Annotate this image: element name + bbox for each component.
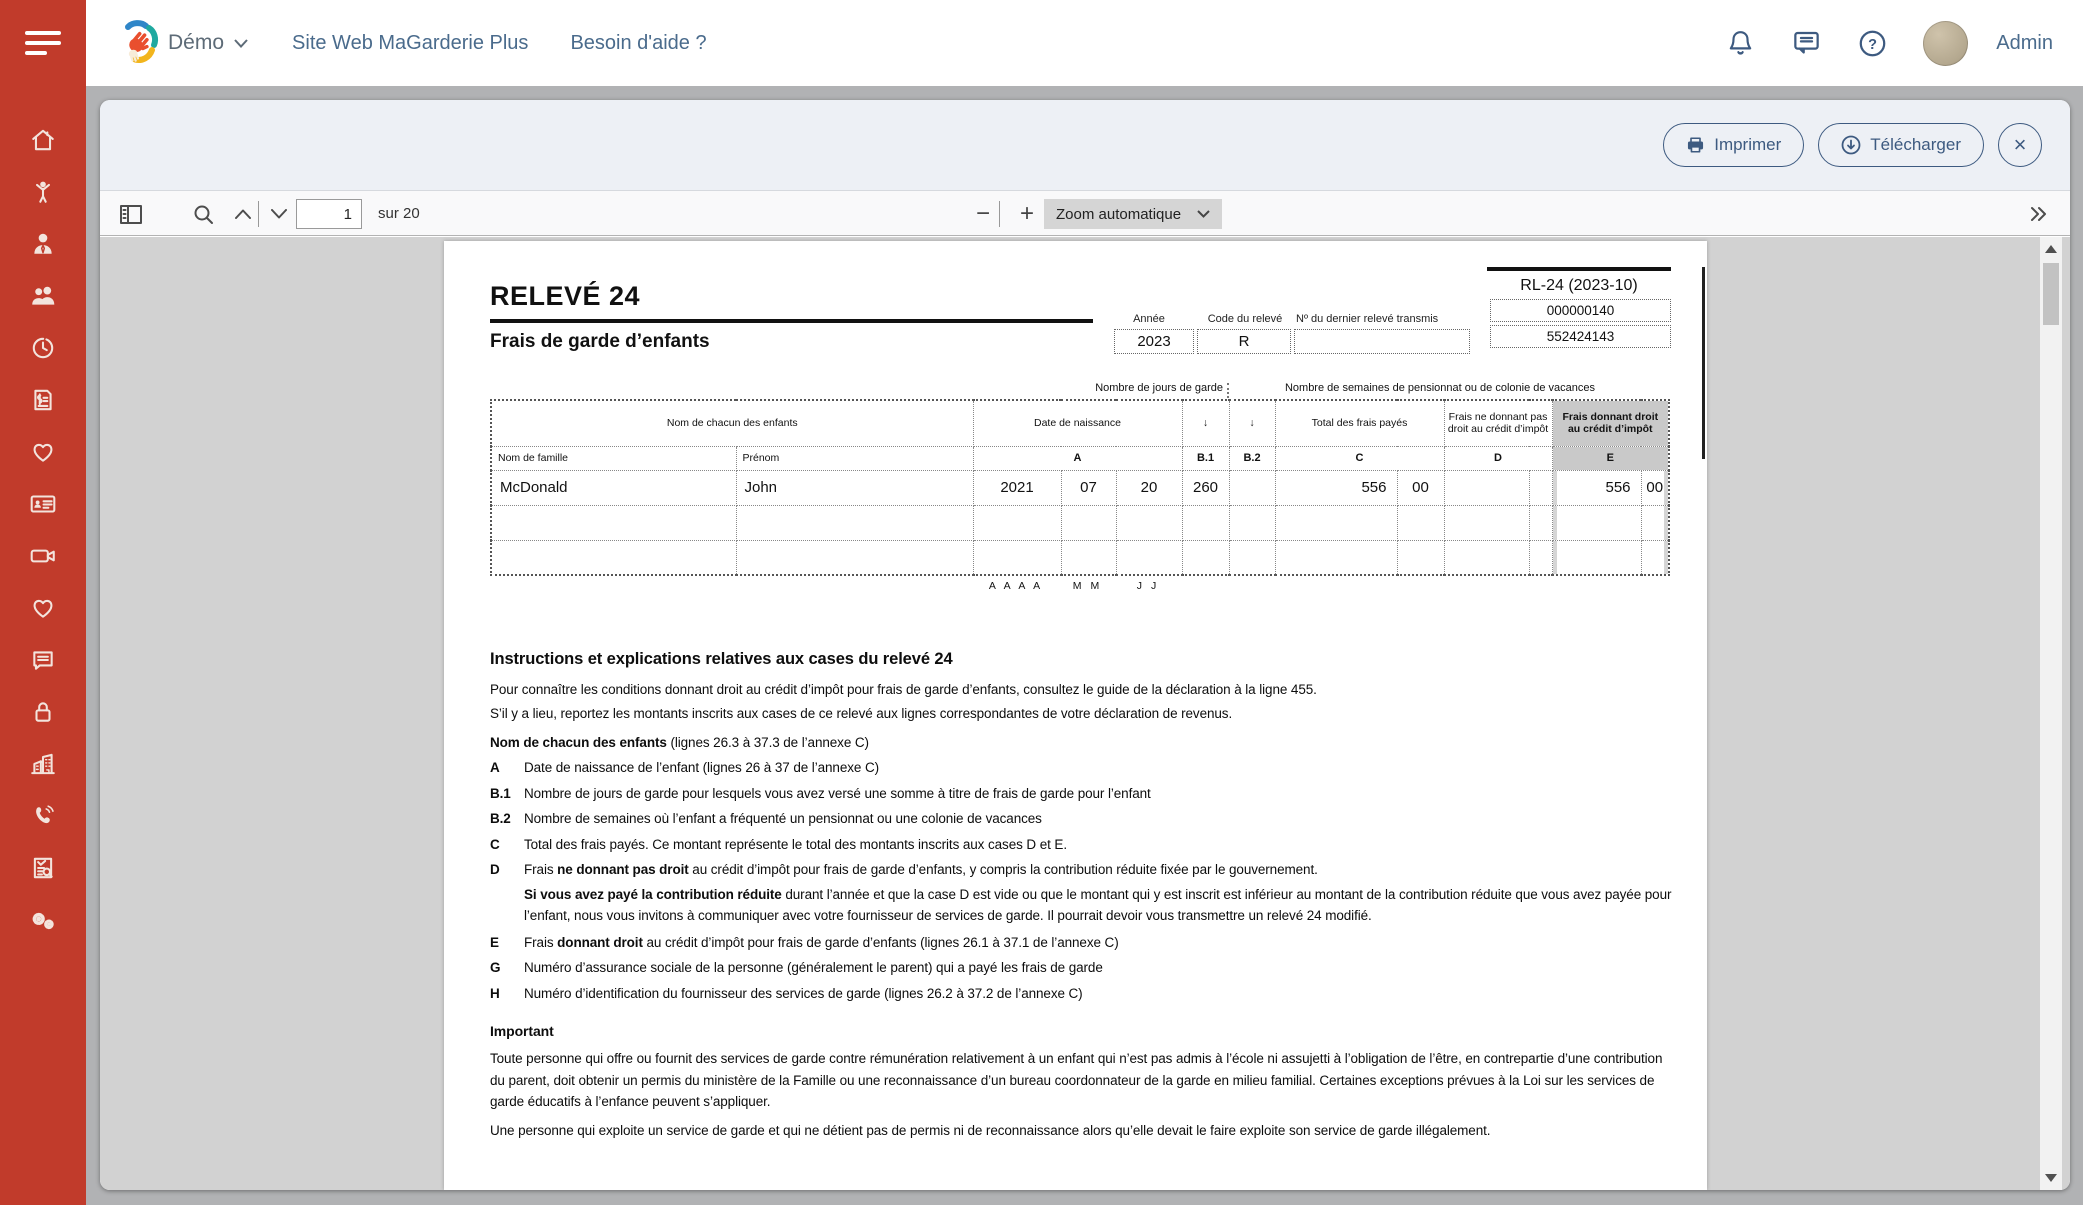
col-e: E bbox=[1552, 446, 1669, 470]
nav-site-web[interactable]: Site Web MaGarderie Plus bbox=[292, 31, 529, 54]
instructions-section bbox=[490, 647, 1672, 1141]
releve-number-1: 000000140 bbox=[1490, 299, 1671, 322]
cell-famille: McDonald bbox=[491, 470, 736, 505]
group-divider bbox=[1227, 383, 1229, 398]
cell-c-cents: 00 bbox=[1397, 470, 1444, 505]
pdf-page bbox=[444, 241, 1707, 1190]
gears-icon bbox=[28, 907, 58, 933]
sidebar-item-staff[interactable] bbox=[26, 231, 60, 257]
table-row-empty bbox=[491, 540, 1669, 575]
col-a: A bbox=[973, 446, 1182, 470]
sidebar-item-camera[interactable] bbox=[26, 543, 60, 569]
zoom-select[interactable] bbox=[1044, 199, 1222, 229]
scroll-up-icon[interactable] bbox=[2045, 245, 2057, 253]
video-camera-icon bbox=[29, 543, 57, 569]
plus-icon: + bbox=[1019, 200, 1034, 227]
col-b2: B.2 bbox=[1229, 446, 1275, 470]
arrow-b2-icon: ↓ bbox=[1229, 400, 1275, 446]
code-releve-value: R bbox=[1197, 329, 1291, 354]
col-total-frais: Total des frais payés bbox=[1275, 400, 1444, 446]
download-icon bbox=[1841, 135, 1861, 155]
double-chevron-icon bbox=[2029, 206, 2049, 222]
col-enfants: Nom de chacun des enfants bbox=[491, 400, 973, 446]
scroll-down-icon[interactable] bbox=[2045, 1174, 2057, 1182]
topbar-right bbox=[1725, 21, 2053, 66]
cell-prenom: John bbox=[736, 470, 973, 505]
cell-aaaa: 2021 bbox=[973, 470, 1061, 505]
instruction-item-c: C Total des frais payés. Ce montant représente le total des montants inscrits aux cases D et E. bbox=[490, 836, 1067, 852]
instruction-item-h: H Numéro d’identification du fournisseur des services de garde (lignes 26.2 à 37.2 de l’annexe C) bbox=[490, 985, 1083, 1001]
find-button[interactable] bbox=[188, 199, 218, 229]
sidebar bbox=[0, 0, 86, 1205]
sidebar-item-health[interactable] bbox=[26, 439, 60, 465]
chevron-down-icon bbox=[1197, 210, 1210, 218]
invoice-icon bbox=[30, 387, 56, 413]
important-title: Important bbox=[490, 1023, 554, 1039]
page-count-label: sur 20 bbox=[378, 205, 420, 222]
svg-text:?: ? bbox=[1867, 36, 1877, 53]
chevron-down-icon bbox=[234, 39, 248, 48]
instruction-item-g: G Numéro d’assurance sociale de la personne (généralement le parent) qui a payé les frais de garde bbox=[490, 960, 1103, 975]
table-row bbox=[491, 470, 1669, 505]
id-card-icon bbox=[29, 491, 57, 517]
chevron-up-icon bbox=[235, 209, 251, 219]
col-nom-famille: Nom de famille bbox=[491, 446, 736, 470]
avatar[interactable] bbox=[1923, 21, 1968, 66]
dernier-releve-label: Nº du dernier relevé transmis bbox=[1296, 313, 1439, 325]
sidebar-item-settings[interactable] bbox=[26, 907, 60, 933]
col-b1: B.1 bbox=[1182, 446, 1229, 470]
instruction-item-d: D Frais ne donnant pas droit au crédit d’impôt pour frais de garde d’enfants, y compris la contribution réduite fixée par le gouvernement. bbox=[490, 862, 1318, 877]
next-page-button[interactable] bbox=[264, 199, 294, 229]
group-semaines-label: Nombre de semaines de pensionnat ou de colonie de vacances bbox=[1284, 382, 1596, 394]
form-subtitle: Frais de garde d’enfants bbox=[490, 331, 710, 352]
chat-bubble-icon bbox=[1792, 29, 1821, 57]
date-format-year: A A A A bbox=[988, 580, 1044, 592]
sidebar-item-reports[interactable] bbox=[26, 855, 60, 881]
instructions-p1: Pour connaître les conditions donnant droit au crédit d’impôt pour frais de garde d’enfants, consultez le guide de la déclaration à la ligne 455. bbox=[490, 682, 1317, 697]
date-format-month: M M bbox=[1072, 580, 1103, 592]
instructions-p2: S’il y a lieu, reportez les montants inscrits aux cases de ce relevé aux lignes correspondantes de votre déclaration de revenus. bbox=[490, 706, 1233, 721]
sidebar-item-messages[interactable] bbox=[26, 647, 60, 673]
instructions-title: Instructions et explications relatives aux cases du relevé 24 bbox=[490, 650, 953, 668]
col-date-naissance: Date de naissance bbox=[973, 400, 1182, 446]
chat-icon bbox=[30, 647, 56, 673]
cell-mm: 07 bbox=[1061, 470, 1116, 505]
cell-d-cents bbox=[1529, 470, 1552, 505]
sidebar-item-schedule[interactable] bbox=[26, 335, 60, 361]
zoom-out-button[interactable] bbox=[968, 199, 998, 229]
print-button[interactable] bbox=[1663, 123, 1804, 167]
magarderie-logo bbox=[114, 19, 162, 67]
cell-jj: 20 bbox=[1116, 470, 1182, 505]
hamburger-icon bbox=[25, 31, 61, 55]
pdf-sidebar-icon bbox=[120, 205, 142, 224]
report-search-icon bbox=[30, 855, 56, 881]
minus-icon: − bbox=[975, 200, 990, 227]
zoom-value: Zoom automatique bbox=[1056, 205, 1182, 223]
sidebar-nav bbox=[0, 127, 86, 933]
rl-top-bar bbox=[1487, 267, 1671, 271]
previous-page-button[interactable] bbox=[228, 199, 258, 229]
releve-number-2: 552424143 bbox=[1490, 325, 1671, 348]
content-area bbox=[86, 86, 2083, 1205]
people-icon bbox=[29, 283, 57, 309]
sidebar-item-home[interactable] bbox=[26, 127, 60, 153]
section-nom-enfants: Nom de chacun des enfants (lignes 26.3 à 37.3 de l’annexe C) bbox=[490, 735, 869, 750]
arrow-b1-icon: ↓ bbox=[1182, 400, 1229, 446]
printer-icon bbox=[1686, 136, 1705, 154]
instruction-item-b2: B.2 Nombre de semaines où l’enfant a fréquenté un pensionnat ou une colonie de vacances bbox=[490, 811, 1042, 826]
rl-right-edge bbox=[1702, 267, 1705, 459]
download-label: Télécharger bbox=[1870, 135, 1961, 154]
help-button[interactable] bbox=[1857, 28, 1887, 58]
table-row-empty bbox=[491, 505, 1669, 540]
sidebar-item-security[interactable] bbox=[26, 699, 60, 725]
heart-icon bbox=[29, 439, 57, 465]
toggle-sidebar-button[interactable] bbox=[116, 199, 146, 229]
instruction-item-b1: B.1 Nombre de jours de garde pour lesquels vous avez versé une somme à titre de frais de garde pour l’enfant bbox=[490, 785, 1151, 801]
rl-code: RL-24 (2023-10) bbox=[1520, 277, 1638, 294]
sidebar-item-wellness[interactable] bbox=[26, 595, 60, 621]
topbar-nav bbox=[292, 32, 707, 55]
print-label: Imprimer bbox=[1714, 135, 1782, 154]
cell-d-dollars bbox=[1444, 470, 1529, 505]
lock-icon bbox=[30, 699, 56, 725]
col-c: C bbox=[1275, 446, 1444, 470]
clock-icon bbox=[30, 335, 56, 361]
home-icon bbox=[30, 127, 56, 153]
menu-toggle-button[interactable] bbox=[0, 0, 86, 86]
nav-help[interactable]: Besoin d'aide ? bbox=[570, 31, 707, 54]
zoom-in-button[interactable] bbox=[1012, 199, 1042, 229]
toolbar-divider bbox=[999, 201, 1000, 227]
sidebar-item-contacts[interactable] bbox=[26, 491, 60, 517]
cell-b1: 260 bbox=[1182, 470, 1229, 505]
messages-button[interactable] bbox=[1791, 28, 1821, 58]
viewer-header bbox=[100, 100, 2070, 190]
frais-garde-table bbox=[490, 399, 1670, 576]
document-viewer-modal bbox=[100, 100, 2070, 1190]
important-p1: Toute personne qui offre ou fournit des services de garde contre rémunération relativement à un enfant qui n’est pas admis à l’école ni assujetti à l’obligation de l’être, en contrepartie d’une contribution du parent, doit obtenir un permis du ministère de la Famille ou une reconnaissance d’un bureau coordonnateur de la garde en milieu familial. Certaines exceptions prévues à la Loi sur les services de garde éducatifs à l’enfance peuvent s’appliquer. bbox=[490, 1051, 1663, 1109]
col-frais-ne-donnant: Frais ne donnant pas droit au crédit d’impôt bbox=[1444, 400, 1552, 446]
educator-icon bbox=[30, 231, 56, 257]
cell-e-dollars: 556 bbox=[1552, 470, 1641, 505]
important-p2: Une personne qui exploite un service de garde et qui ne détient pas de permis ni de reconnaissance alors qu’elle devait le faire exploite son service de garde illégalement. bbox=[490, 1122, 1491, 1138]
instruction-item-d-note: Si vous avez payé la contribution réduite durant l’année et que la case D est vide ou que le montant qui y est inscrit est inférieur au montant de la contribution réduite que vous avez payée pour l’enfant, nous vous invitons à communiquer avec votre fournisseur de services de garde. Il pourrait devoir vous transmettre un relevé 24 modifié. bbox=[524, 886, 1672, 923]
toolbar-divider bbox=[258, 201, 259, 227]
annee-label: Année bbox=[1133, 313, 1165, 325]
col-frais-donnant: Frais donnant droit au crédit d’impôt bbox=[1552, 400, 1669, 446]
daycare-selector[interactable] bbox=[168, 31, 248, 55]
sidebar-item-billing[interactable] bbox=[26, 387, 60, 413]
notifications-button[interactable] bbox=[1725, 28, 1755, 58]
chevron-down-icon bbox=[271, 209, 287, 219]
form-title: RELEVÉ 24 bbox=[490, 281, 641, 311]
download-button[interactable] bbox=[1818, 123, 1984, 167]
building-icon bbox=[29, 751, 57, 777]
phone-icon bbox=[29, 803, 57, 829]
sidebar-item-families[interactable] bbox=[26, 283, 60, 309]
sidebar-item-organization[interactable] bbox=[26, 751, 60, 777]
col-d: D bbox=[1444, 446, 1552, 470]
close-icon: × bbox=[2013, 132, 2027, 157]
cell-b2 bbox=[1229, 470, 1275, 505]
col-prenom: Prénom bbox=[736, 446, 973, 470]
pdf-toolbar bbox=[100, 190, 2070, 236]
instruction-item-e: E Frais donnant droit au crédit d’impôt pour frais de garde d’enfants (lignes 26.1 à 37.1 de l’annexe C) bbox=[490, 934, 1119, 950]
annee-value: 2023 bbox=[1114, 329, 1194, 354]
dernier-releve-value bbox=[1294, 329, 1470, 354]
heart-icon bbox=[29, 595, 57, 621]
group-jours-label: Nombre de jours de garde bbox=[1095, 382, 1223, 394]
question-icon bbox=[1858, 29, 1887, 58]
pdf-scrollbar[interactable] bbox=[2040, 237, 2062, 1190]
child-icon bbox=[30, 179, 56, 205]
scrollbar-thumb[interactable] bbox=[2043, 263, 2059, 325]
code-releve-label: Code du relevé bbox=[1207, 313, 1283, 325]
daycare-name: Démo bbox=[168, 31, 225, 54]
cell-c-dollars: 556 bbox=[1275, 470, 1397, 505]
cell-e-cents: 00 bbox=[1641, 470, 1669, 505]
bell-icon bbox=[1727, 29, 1754, 57]
date-format-day: J J bbox=[1136, 580, 1160, 592]
table-group-labels bbox=[490, 382, 1668, 398]
search-icon bbox=[193, 204, 214, 225]
close-button[interactable] bbox=[1998, 123, 2042, 167]
topbar bbox=[86, 0, 2083, 86]
instruction-item-a: A Date de naissance de l’enfant (lignes 26 à 37 de l’annexe C) bbox=[490, 760, 879, 775]
sidebar-item-children[interactable] bbox=[26, 179, 60, 205]
pdf-viewport[interactable] bbox=[100, 237, 2070, 1190]
title-rule bbox=[490, 319, 1093, 323]
sidebar-item-phone[interactable] bbox=[26, 803, 60, 829]
secondary-toolbar-button[interactable] bbox=[2024, 199, 2054, 229]
user-name: Admin bbox=[1996, 31, 2053, 54]
page-number-input[interactable] bbox=[296, 199, 362, 229]
